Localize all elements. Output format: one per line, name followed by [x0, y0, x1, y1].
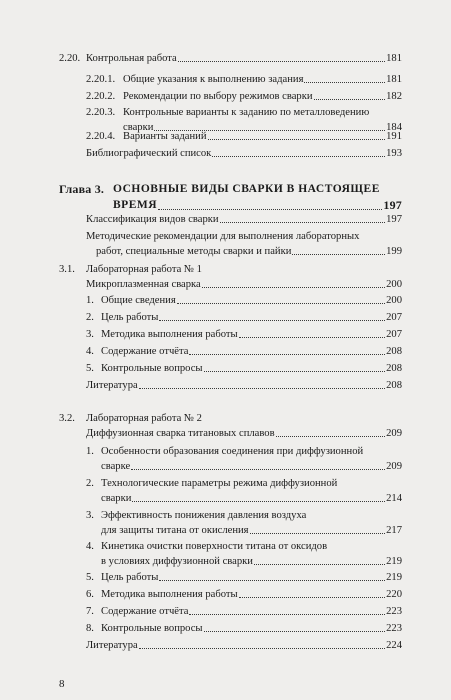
toc-number: 2.20.4.: [86, 131, 116, 142]
toc-page: 197: [383, 198, 402, 212]
toc-number: 8.: [86, 623, 94, 634]
leader-dots: [189, 614, 385, 615]
toc-number: 2.20.2.: [86, 91, 116, 102]
toc-title: Классификация видов сварки: [86, 214, 219, 225]
toc-page: 200: [386, 279, 402, 290]
toc-title: Варианты заданий: [123, 131, 207, 142]
toc-page: 200: [386, 295, 402, 306]
toc-number: 2.20.: [59, 53, 81, 64]
toc-page: 199: [386, 246, 402, 257]
leader-dots: [204, 371, 386, 372]
chapter-title-line1: ОСНОВНЫЕ ВИДЫ СВАРКИ В НАСТОЯЩЕЕ: [113, 183, 380, 195]
leader-dots: [314, 99, 386, 100]
toc-title: Литература: [86, 640, 138, 651]
toc-number: 2.20.1.: [86, 74, 116, 85]
toc-entry: [59, 263, 402, 293]
toc-number: 1.: [86, 295, 94, 306]
toc-title-line1: Кинетика очистки поверхности титана от оксидов: [101, 541, 328, 552]
toc-page: 181: [386, 53, 402, 64]
toc-entry: [59, 412, 402, 442]
toc-page: 209: [386, 428, 402, 439]
toc-entry: [86, 540, 402, 570]
leader-dots: [220, 222, 386, 223]
toc-page: 184: [386, 122, 402, 133]
toc-title-line1: Эффективность понижения давления воздуха: [101, 510, 307, 521]
toc-page: 207: [386, 312, 402, 323]
toc-page: 214: [386, 493, 402, 504]
toc-page: 181: [386, 74, 402, 85]
toc-title: Методика выполнения работы: [101, 329, 238, 340]
leader-dots: [204, 631, 386, 632]
toc-title: Контрольные вопросы: [101, 363, 203, 374]
leader-dots: [159, 580, 385, 581]
leader-dots: [177, 303, 385, 304]
toc-title: Цель работы: [101, 312, 159, 323]
toc-page: 223: [386, 606, 402, 617]
toc-page: 223: [386, 623, 402, 634]
leader-dots: [212, 156, 385, 157]
toc-page: 220: [386, 589, 402, 600]
leader-dots: [239, 597, 385, 598]
toc-page: 208: [386, 363, 402, 374]
leader-dots: [131, 469, 385, 470]
toc-number: 1.: [86, 446, 94, 457]
toc-page: 209: [386, 461, 402, 472]
toc-page: 197: [386, 214, 402, 225]
toc-title: Содержание отчёта: [101, 606, 189, 617]
chapter-title-line2: ВРЕМЯ: [113, 199, 158, 211]
toc-title: Библиографический список: [86, 148, 212, 159]
toc-number: 3.2.: [59, 413, 75, 424]
toc-page: 191: [386, 131, 402, 142]
toc-title: Содержание отчёта: [101, 346, 189, 357]
toc-title-line1: Технологические параметры режима диффузионной: [101, 478, 338, 489]
toc-number: 3.1.: [59, 264, 75, 275]
toc-title-line1: Контрольные варианты к заданию по металловедению: [123, 107, 370, 118]
toc-title-line2: сварке: [101, 461, 131, 472]
toc-number: 4.: [86, 541, 94, 552]
chapter-heading: [59, 182, 402, 216]
toc-page: 208: [386, 380, 402, 391]
leader-dots: [208, 139, 386, 140]
toc-page: 207: [386, 329, 402, 340]
leader-dots: [189, 354, 385, 355]
toc-entry: [86, 509, 402, 539]
toc-title-line1: Методические рекомендации для выполнения лабораторных: [86, 231, 360, 242]
leader-dots: [178, 61, 385, 62]
toc-number: 5.: [86, 363, 94, 374]
leader-dots: [158, 209, 382, 210]
leader-dots: [132, 501, 385, 502]
toc-number: 4.: [86, 346, 94, 357]
leader-dots: [292, 254, 385, 255]
toc-page: 219: [386, 556, 402, 567]
toc-entry: [86, 230, 402, 260]
toc-number: 7.: [86, 606, 94, 617]
toc-page: 224: [386, 640, 402, 651]
toc-title: Контрольные вопросы: [101, 623, 203, 634]
toc-title-line2: сварки: [101, 493, 132, 504]
leader-dots: [276, 436, 386, 437]
toc-title-line2: Диффузионная сварка титановых сплавов: [86, 428, 275, 439]
page-number: 8: [59, 678, 65, 690]
toc-page: 182: [386, 91, 402, 102]
toc-number: 3.: [86, 329, 94, 340]
leader-dots: [159, 320, 385, 321]
toc-number: 3.: [86, 510, 94, 521]
toc-title: Рекомендации по выбору режимов сварки: [123, 91, 313, 102]
leader-dots: [250, 533, 386, 534]
toc-title-line2: работ, специальные методы сварки и пайки: [96, 246, 292, 257]
toc-title: Общие сведения: [101, 295, 176, 306]
chapter-label: Глава 3.: [59, 182, 105, 196]
toc-number: 2.: [86, 478, 94, 489]
toc-title-line2: сварки: [123, 122, 154, 133]
toc-number: 2.20.3.: [86, 107, 116, 118]
toc-page: 208: [386, 346, 402, 357]
toc-number: 5.: [86, 572, 94, 583]
toc-title-line1: Лабораторная работа № 1: [86, 264, 202, 275]
toc-page: 217: [386, 525, 402, 536]
toc-title: Цель работы: [101, 572, 159, 583]
leader-dots: [254, 564, 385, 565]
toc-entry: [86, 477, 402, 507]
toc-entry: [86, 445, 402, 475]
toc-title-line1: Лабораторная работа № 2: [86, 413, 202, 424]
toc-title-line1: Особенности образования соединения при диффузионной: [101, 446, 364, 457]
leader-dots: [139, 388, 385, 389]
leader-dots: [202, 287, 385, 288]
toc-title: Методика выполнения работы: [101, 589, 238, 600]
toc-number: 6.: [86, 589, 94, 600]
toc-title: Литература: [86, 380, 138, 391]
toc-page: 219: [386, 572, 402, 583]
toc-title-line2: Микроплазменная сварка: [86, 279, 201, 290]
toc-title-line2: в условиях диффузионной сварки: [101, 556, 253, 567]
toc-title-line2: для защиты титана от окисления: [101, 525, 249, 536]
toc-number: 2.: [86, 312, 94, 323]
toc-title: Общие указания к выполнению задания: [123, 74, 304, 85]
leader-dots: [304, 82, 385, 83]
toc-page: 193: [386, 148, 402, 159]
toc-title: Контрольная работа: [86, 53, 177, 64]
leader-dots: [239, 337, 385, 338]
leader-dots: [139, 648, 385, 649]
